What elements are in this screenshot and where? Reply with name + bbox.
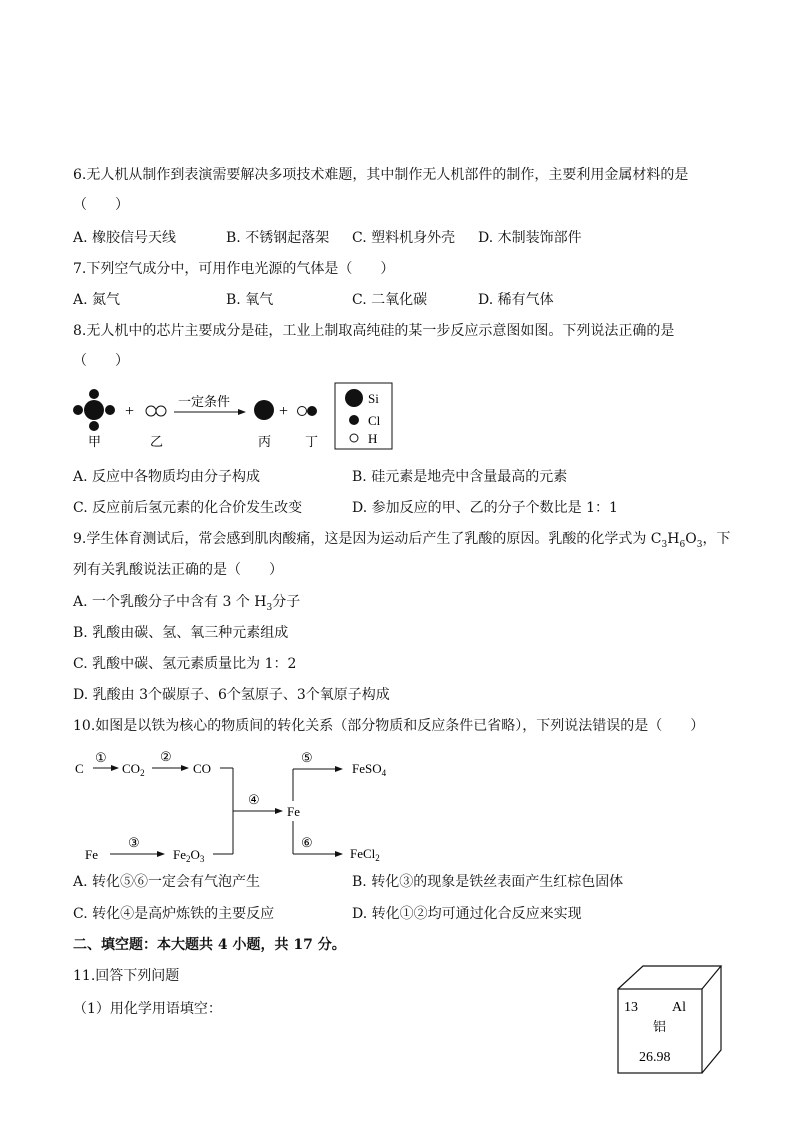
node-fecl2: FeCl$_2$: [350, 846, 380, 863]
element-atomic-number: 13: [624, 1000, 638, 1015]
label-jia: 甲: [88, 434, 102, 449]
step-1-label: ①: [95, 750, 107, 765]
node-c: C: [75, 761, 84, 776]
element-atomic-mass: 26.98: [639, 1050, 671, 1065]
q10-stem: 10.如图是以铁为核心的物质间的转化关系（部分物质和反应条件已省略），下列说法错误的是（ ）: [73, 718, 705, 734]
q10-option-a: A. 转化⑤⑥一定会有气泡产生: [73, 874, 261, 890]
element-name: 铝: [653, 1019, 667, 1034]
q10-option-c: C. 转化④是高炉炼铁的主要反应: [73, 906, 275, 922]
q6-stem: 6.无人机从制作到表演需要解决多项技术难题，其中制作无人机部件的制作，主要利用金属材料的是: [73, 167, 689, 183]
q10-option-b: B. 转化③的现象是铁丝表面产生红棕色固体: [352, 874, 624, 890]
legend-cl: Cl: [368, 413, 381, 428]
legend-cl-symbol: [349, 415, 359, 425]
label-yi: 乙: [150, 434, 164, 449]
node-feso4: FeSO$_4$: [352, 761, 387, 778]
q9-option-b: B. 乳酸由碳、氢、氧三种元素组成: [73, 625, 289, 641]
q10-conversion-diagram: [60, 745, 420, 870]
molecule-jia: [73, 389, 115, 431]
step-5-label: ⑤: [301, 750, 313, 765]
q6-option-a: A. 橡胶信号天线: [73, 230, 177, 246]
q11-sub-1: （1）用化学用语填空：: [73, 1001, 222, 1017]
q8-option-d: D. 参加反应的甲、乙的分子个数比是 1：1: [352, 500, 618, 516]
legend-h: H: [368, 431, 378, 446]
q7-stem: 7.下列空气成分中，可用作电光源的气体是（ ）: [73, 261, 395, 277]
section-2-title: 二、填空题：本大题共 4 小题，共 17 分。: [73, 937, 346, 953]
node-co: CO: [193, 761, 212, 776]
q10-option-d: D. 转化①②均可通过化合反应来实现: [352, 906, 582, 922]
q9-option-a: A. 一个乳酸分子中含有 3 个 $H_3$分子: [73, 594, 301, 613]
step-3-label: ③: [128, 835, 140, 850]
step-4-label: ④: [248, 792, 260, 807]
step-6-label: ⑥: [301, 835, 313, 850]
q8-option-b: B. 硅元素是地壳中含量最高的元素: [352, 469, 568, 485]
q9-option-d: D. 乳酸由 3个碳原子、6个氢原子、3个氧原子构成: [73, 687, 390, 703]
step-2-label: ②: [160, 749, 172, 764]
node-co2: $CO_2$: [122, 761, 145, 778]
molecule-yi: [146, 406, 166, 416]
q6-option-c: C. 塑料机身外壳: [352, 230, 456, 246]
q6-option-b: B. 不锈钢起落架: [226, 230, 330, 246]
molecule-bing: [254, 400, 274, 420]
q7-option-a: A. 氮气: [73, 292, 121, 308]
q9-stem-line1: 9.学生体育测试后，常会感到肌肉酸痛，这是因为运动后产生了乳酸的原因。乳酸的化学式为 $C_3H_6O_3$，下: [73, 531, 731, 550]
q8-option-a: A. 反应中各物质均由分子构成: [73, 469, 261, 485]
legend-box: [335, 383, 392, 449]
label-ding: 丁: [305, 434, 319, 449]
q8-reaction-diagram: [60, 380, 400, 452]
q9-option-c: C. 乳酸中碳、氢元素质量比为 1：2: [73, 656, 297, 672]
reaction-condition: 一定条件: [178, 394, 231, 409]
element-card-aluminum: [615, 963, 725, 1075]
plus-sign-1: +: [125, 403, 135, 420]
q8-stem: 8.无人机中的芯片主要成分是硅，工业上制取高纯硅的某一步反应示意图如图。下列说法正确的是: [73, 323, 675, 339]
q8-option-c: C. 反应前后氢元素的化合价发生改变: [73, 500, 303, 516]
node-fe-left: Fe: [85, 847, 98, 862]
q6-option-d: D. 木制装饰部件: [478, 230, 582, 246]
legend-h-symbol: [350, 434, 358, 442]
element-symbol: Al: [672, 1000, 686, 1015]
plus-sign-2: +: [279, 403, 289, 420]
node-fe-mid: Fe: [287, 804, 300, 819]
q7-option-b: B. 氧气: [226, 292, 274, 308]
q8-paren: （ ）: [73, 353, 129, 369]
legend-si: Si: [368, 391, 379, 406]
molecule-ding: [298, 406, 318, 416]
q7-option-d: D. 稀有气体: [478, 292, 554, 308]
q6-paren: （ ）: [73, 197, 129, 213]
label-bing: 丙: [258, 434, 272, 449]
q7-option-c: C. 二氧化碳: [352, 292, 428, 308]
node-fe2o3: $Fe_2O_3$: [173, 847, 205, 864]
q9-stem-line2: 列有关乳酸说法正确的是（ ）: [73, 562, 283, 578]
bracket-step-4: [213, 768, 282, 854]
q11-stem: 11.回答下列问题: [73, 968, 180, 984]
branch-up: [293, 769, 342, 801]
legend-si-symbol: [345, 389, 363, 407]
reaction-arrow: [174, 409, 246, 415]
